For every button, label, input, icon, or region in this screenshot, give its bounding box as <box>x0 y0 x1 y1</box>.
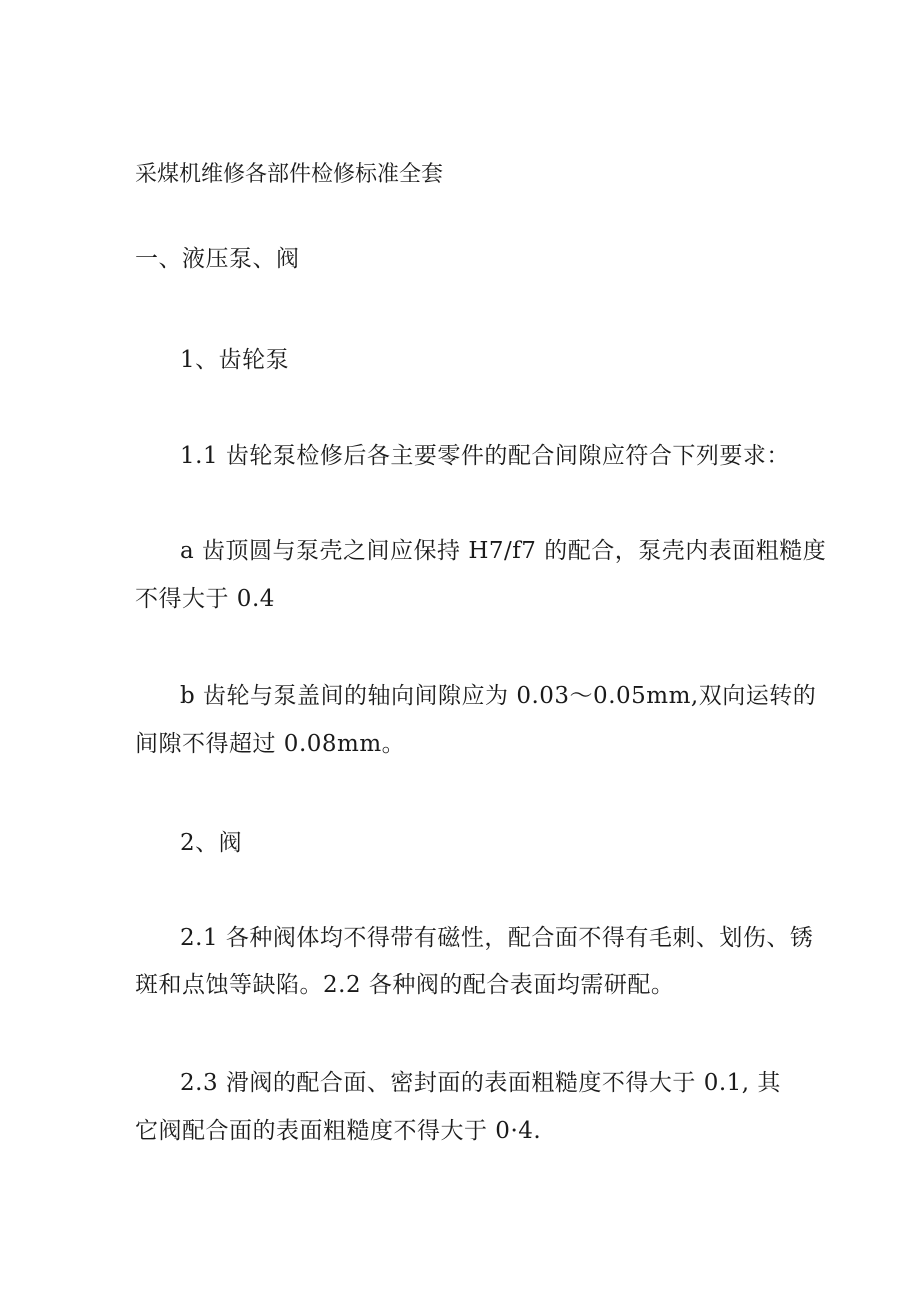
subsection-heading-gear-pump: 1、齿轮泵 <box>180 347 290 373</box>
section-heading-hydraulic: 一、液压泵、阀 <box>135 246 300 272</box>
paragraph-2-3-line1: 2.3 滑阀的配合面、密封面的表面粗糙度不得大于 0.1, 其 <box>180 1070 781 1096</box>
subsection-heading-valve: 2、阀 <box>180 830 243 856</box>
paragraph-b-line2: 间隙不得超过 0.08mm。 <box>135 731 406 757</box>
paragraph-a-line1: a 齿顶圆与泵壳之间应保持 H7/f7 的配合，泵壳内表面粗糙度 <box>180 538 827 564</box>
paragraph-b-line1: b 齿轮与泵盖间的轴向间隙应为 0.03～0.05mm,双向运转的 <box>180 683 817 709</box>
paragraph-2-1-line2: 斑和点蚀等缺陷。2.2 各种阀的配合表面均需研配。 <box>135 972 675 998</box>
document-title: 采煤机维修各部件检修标准全套 <box>135 162 444 187</box>
paragraph-2-1-line1: 2.1 各种阀体均不得带有磁性，配合面不得有毛刺、划伤、锈 <box>180 925 814 951</box>
paragraph-a-line2: 不得大于 0.4 <box>135 586 275 612</box>
paragraph-1-1: 1.1 齿轮泵检修后各主要零件的配合间隙应符合下列要求： <box>180 443 790 469</box>
paragraph-2-3-line2: 它阀配合面的表面粗糙度不得大于 0·4. <box>135 1118 542 1144</box>
